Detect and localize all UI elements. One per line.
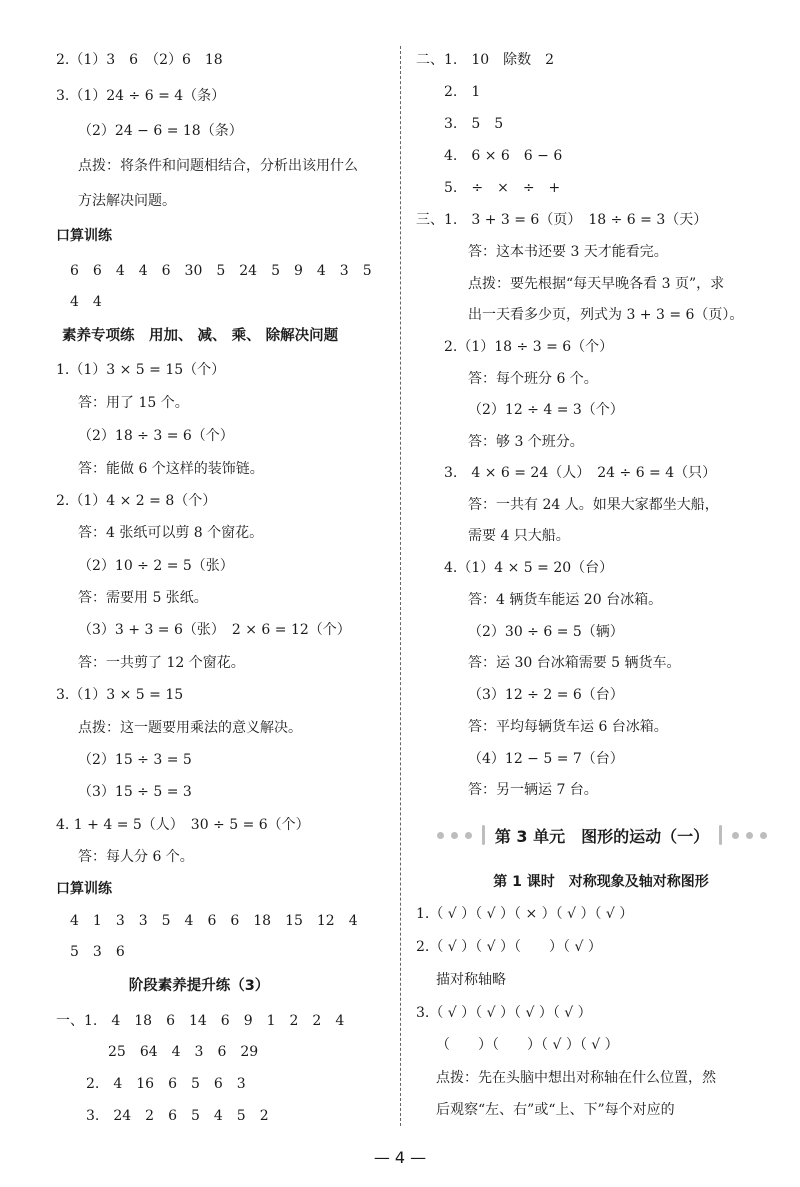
unit-banner xyxy=(410,822,794,848)
right-line: 1.（ √ ）（ √ ）（ × ）（ √ ）（ √ ） xyxy=(416,906,634,922)
right-line: 出一天看多少页，列式为 3 + 3 = 6（页）。 xyxy=(468,307,744,323)
right-line: 三、1. 3 + 3 = 6（页） 18 ÷ 6 = 3（天） xyxy=(416,212,708,228)
left-line: 答：能做 6 个这样的装饰链。 xyxy=(78,461,264,477)
left-line: 答：用了 15 个。 xyxy=(78,395,189,411)
right-line: 答：够 3 个班分。 xyxy=(468,434,584,450)
left-line: 3.（1）3 × 5 = 15 xyxy=(56,687,184,703)
right-line: 2.（1）18 ÷ 3 = 6（个） xyxy=(444,339,614,355)
right-line: 二、1. 10 除数 2 xyxy=(416,52,555,68)
right-line: 第 1 课时 对称现象及轴对称图形 xyxy=(493,874,709,890)
left-line: 答：一共剪了 12 个窗花。 xyxy=(78,655,245,671)
right-line: 答：运 30 台冰箱需要 5 辆货车。 xyxy=(468,655,681,671)
left-line: （2）10 ÷ 2 = 5（张） xyxy=(78,558,234,574)
right-line: （2）30 ÷ 6 = 5（辆） xyxy=(468,624,624,640)
left-line: （2）24 − 6 = 18（条） xyxy=(78,123,243,139)
column-divider xyxy=(400,46,401,1126)
left-line: 答：4 张纸可以剪 8 个窗花。 xyxy=(78,525,264,541)
right-line: 描对称轴略 xyxy=(436,972,506,988)
banner-dots-left xyxy=(437,832,472,839)
right-line: 2.（ √ ）（ √ ）（ ）（ √ ） xyxy=(416,939,602,955)
left-line: 方法解决问题。 xyxy=(78,193,176,209)
left-line: 2.（1）3 6 （2）6 18 xyxy=(56,52,223,68)
right-line: 后观察“左、右”或“上、下”每个对应的 xyxy=(436,1102,675,1118)
left-line: 点拨：将条件和问题相结合，分析出该用什么 xyxy=(78,158,358,174)
left-line: 3. 24 2 6 5 4 5 2 xyxy=(86,1108,269,1124)
right-line: 答：这本书还要 3 天才能看完。 xyxy=(468,244,668,260)
left-line: （2）18 ÷ 3 = 6（个） xyxy=(78,428,234,444)
left-line: 答：每人分 6 个。 xyxy=(78,849,194,865)
left-line: （2）15 ÷ 3 = 5 xyxy=(78,752,192,768)
left-line: （3）3 + 3 = 6（张） 2 × 6 = 12（个） xyxy=(78,622,351,638)
left-line: 素养专项练 用加、 减、 乘、 除解决问题 xyxy=(62,328,339,344)
left-line: 4 4 xyxy=(70,294,102,310)
right-line: 点拨：先在头脑中想出对称轴在什么位置，然 xyxy=(436,1070,716,1086)
left-line: 2.（1）4 × 2 = 8（个） xyxy=(56,493,217,509)
left-line: 1.（1）3 × 5 = 15（个） xyxy=(56,362,226,378)
right-line: （4）12 − 5 = 7（台） xyxy=(468,751,624,767)
right-line: 4. 6 × 6 6 − 6 xyxy=(444,148,563,164)
right-line: （3）12 ÷ 2 = 6（台） xyxy=(468,687,624,703)
left-line: 5 3 6 xyxy=(70,944,125,960)
right-line: 答：4 辆货车能运 20 台冰箱。 xyxy=(468,592,663,608)
left-line: 25 64 4 3 6 29 xyxy=(108,1044,259,1060)
left-line: 口算训练 xyxy=(56,228,112,244)
right-line: 答：平均每辆货车运 6 台冰箱。 xyxy=(468,719,668,735)
right-line: 答：每个班分 6 个。 xyxy=(468,371,598,387)
left-line: 6 6 4 4 6 30 5 24 5 9 4 3 5 xyxy=(70,263,372,279)
left-line: 阶段素养提升练（3） xyxy=(128,978,270,994)
right-line: 答：另一辆运 7 台。 xyxy=(468,782,598,798)
right-line: 5. ÷ × ÷ + xyxy=(444,180,561,196)
left-line: 4 1 3 3 5 4 6 6 18 15 12 4 xyxy=(70,913,358,929)
left-line: （3）15 ÷ 5 = 3 xyxy=(78,784,192,800)
right-line: 3.（ √ ）（ √ ）（ √ ）（ √ ） xyxy=(416,1005,592,1021)
banner-bar-left xyxy=(482,825,485,845)
left-line: 点拨：这一题要用乘法的意义解决。 xyxy=(78,720,302,736)
left-line: 一、1. 4 18 6 14 6 9 1 2 2 4 xyxy=(56,1013,345,1029)
unit-title: 第 3 单元 图形的运动（一） xyxy=(494,826,710,846)
banner-dots-right xyxy=(732,832,767,839)
page-number: — 4 — xyxy=(373,1148,427,1167)
right-line: 3. 5 5 xyxy=(444,116,504,132)
left-line: 答：需要用 5 张纸。 xyxy=(78,590,208,606)
right-line: 3. 4 × 6 = 24（人） 24 ÷ 6 = 4（只） xyxy=(444,465,717,481)
right-line: （2）12 ÷ 4 = 3（个） xyxy=(468,402,624,418)
left-line: 2. 4 16 6 5 6 3 xyxy=(86,1076,246,1092)
right-line: 4.（1）4 × 5 = 20（台） xyxy=(444,560,614,576)
right-line: 需要 4 只大船。 xyxy=(468,528,570,544)
right-line: 答：一共有 24 人。如果大家都坐大船， xyxy=(468,497,719,513)
banner-bar-right xyxy=(719,825,722,845)
left-line: 口算训练 xyxy=(56,881,112,897)
right-line: （ ）（ ）（ √ ）（ √ ） xyxy=(436,1037,619,1053)
left-line: 4. 1 + 4 = 5（人） 30 ÷ 5 = 6（个） xyxy=(56,817,310,833)
left-line: 3.（1）24 ÷ 6 = 4（条） xyxy=(56,88,226,104)
right-line: 2. 1 xyxy=(444,84,481,100)
right-line: 点拨：要先根据“每天早晚各看 3 页”，求 xyxy=(468,276,725,292)
